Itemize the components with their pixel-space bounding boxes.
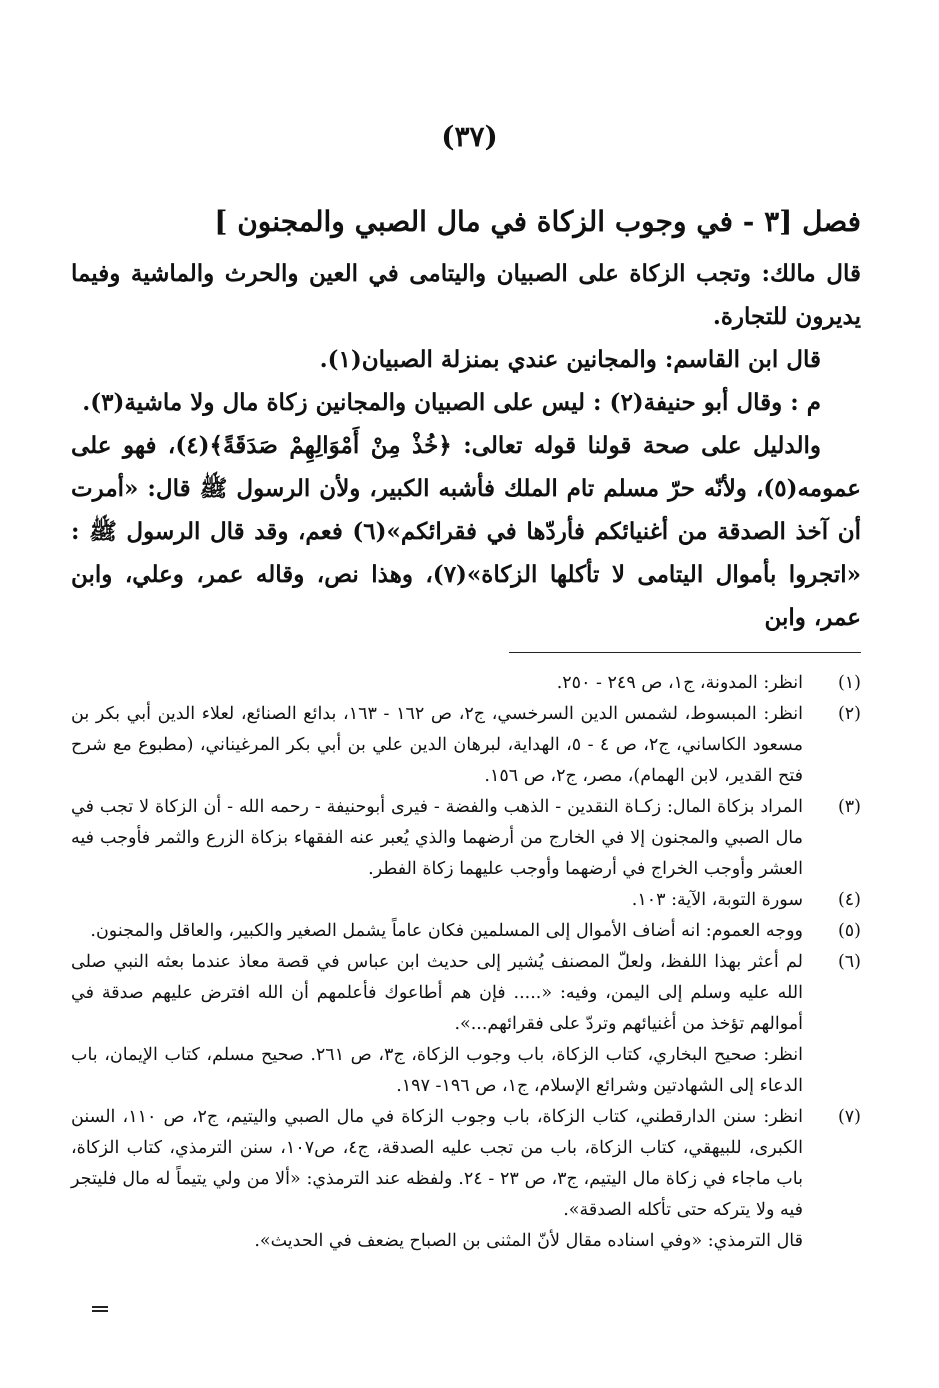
footnote-text: لم أعثر بهذا اللفظ، ولعلّ المصنف يُشير إلى حديث ابن عباس في قصة معاذ عندما بعثه النبي صلى الله عليه وسلم إلى اليمن، وفيه: «..... فإن هم أطاعوك فأعلمهم أن الله افترض عليهم صدقة في أموالهم تؤخذ من أغنيائهم وتردّ على فقرائهم...». [71,952,803,1034]
page-number: (٣٧) [441,120,498,153]
footnote-number: (٦) [837,952,861,972]
footnote [71,916,861,947]
footnote [71,792,861,885]
footnote-continuation: قال الترمذي: «وفي اسناده مقال لأنّ المثنى بن الصباح يضعف في الحديث». [254,1231,803,1251]
paragraph: والدليل على صحة قولنا قوله تعالى: ﴿خُذْ مِنْ أَمْوَالِهِمْ صَدَقَةً﴾(٤)، فهو على عمومه(٥)، ولأنّه حرّ مسلم تام الملك فأشبه الكبير، ولأن الرسول ﷺ قال: «أمرت أن آخذ الصدقة من أغنيائكم فأردّها في فقرائكم»(٦) فعم، وقد قال الرسول ﷺ : «اتجروا بأموال اليتامى لا تأكلها الزكاة»(٧)، وهذا نص، وقاله عمر، وعلي، وابن عمر، وابن [71,432,861,631]
footnote-text: ووجه العموم: انه أضاف الأموال إلى المسلمين فكان عاماً يشمل الصغير والكبير، والعاقل والمجنون. [90,921,803,941]
footnote-number: (٤) [837,890,861,910]
footnote-text: انظر: سنن الدارقطني، كتاب الزكاة، باب وجوب الزكاة في مال الصبي واليتيم، ج٢، ص ١١٠، السنن الكبرى، للبيهقي، كتاب الزكاة، باب من تجب عليه الصدقة، ج٤، ص١٠٧، سنن الترمذي، كتاب الزكاة، باب ماجاء في زكاة مال اليتيم، ج٣، ص ٢٣ - ٢٤. ولفظه عند الترمذي: «ألا من ولي يتيماً له مال فليتجر فيه ولا يتركه حتى تأكله الصدقة». [71,1107,804,1220]
footnote-number: (٥) [837,921,861,941]
footnote-number: (٢) [837,704,861,724]
footnote-text: سورة التوبة، الآية: ١٠٣. [631,890,803,910]
footnote-separator [509,652,861,653]
footnote [71,947,861,1040]
footnotes [71,668,861,1257]
footnote-number: (٧) [837,1107,861,1127]
footnote [71,699,861,792]
footnote-text: المراد بزكاة المال: زكـاة النقدين - الذهب والفضة - فيرى أبوحنيفة - رحمه الله - أن الزكاة لا تجب في مال الصبي والمجنون إلا في الخارج من أرضهما والذي يُعبر عنه الفقهاء بزكاة الزرع والثمر فأوجب فيه العشر وأوجب الخراج في أرضهما وأوجب عليهما زكاة الفطر. [71,797,803,879]
footnote-number: (١) [837,673,861,693]
footnote-text: انظر: المبسوط، لشمس الدين السرخسي، ج٢، ص ١٦٢ - ١٦٣، بدائع الصنائع، لعلاء الدين أبي بكر بن مسعود الكاساني، ج٢، ص ٤ - ٥، الهداية، لبرهان الدين علي بن أبي بكر المرغيناني، (مطبوع مع شرح فتح القدير، لابن الهمام)، مصر، ج٢، ص ١٥٦. [71,704,803,786]
footnote-text: انظر: المدونة، ج١، ص ٢٤٩ - ٢٥٠. [556,673,803,693]
footnote [71,1102,861,1226]
paragraph: م : وقال أبو حنيفة(٢) : ليس على الصبيان والمجانين زكاة مال ولا ماشية(٣). [82,389,821,416]
footnote [71,885,861,916]
paragraph: قال مالك: وتجب الزكاة على الصبيان واليتامى في العين والحرث والماشية وفيما يديرون للتجارة. [71,260,861,330]
section-title: فصل [٣ - في وجوب الزكاة في مال الصبي والمجنون ] [214,205,861,238]
paragraph: قال ابن القاسم: والمجانين عندي بمنزلة الصبيان(١). [319,346,821,373]
footnote-number: (٣) [837,797,861,817]
footnote-continuation: انظر: صحيح البخاري، كتاب الزكاة، باب وجوب الزكاة، ج٣، ص ٢٦١. صحيح مسلم، كتاب الإيمان، باب الدعاء إلى الشهادتين وشرائع الإسلام، ج١، ص ١٩٦- ١٩٧. [71,1045,803,1096]
main-text [71,252,861,639]
page-end-mark [92,1306,108,1312]
footnote [71,668,861,699]
